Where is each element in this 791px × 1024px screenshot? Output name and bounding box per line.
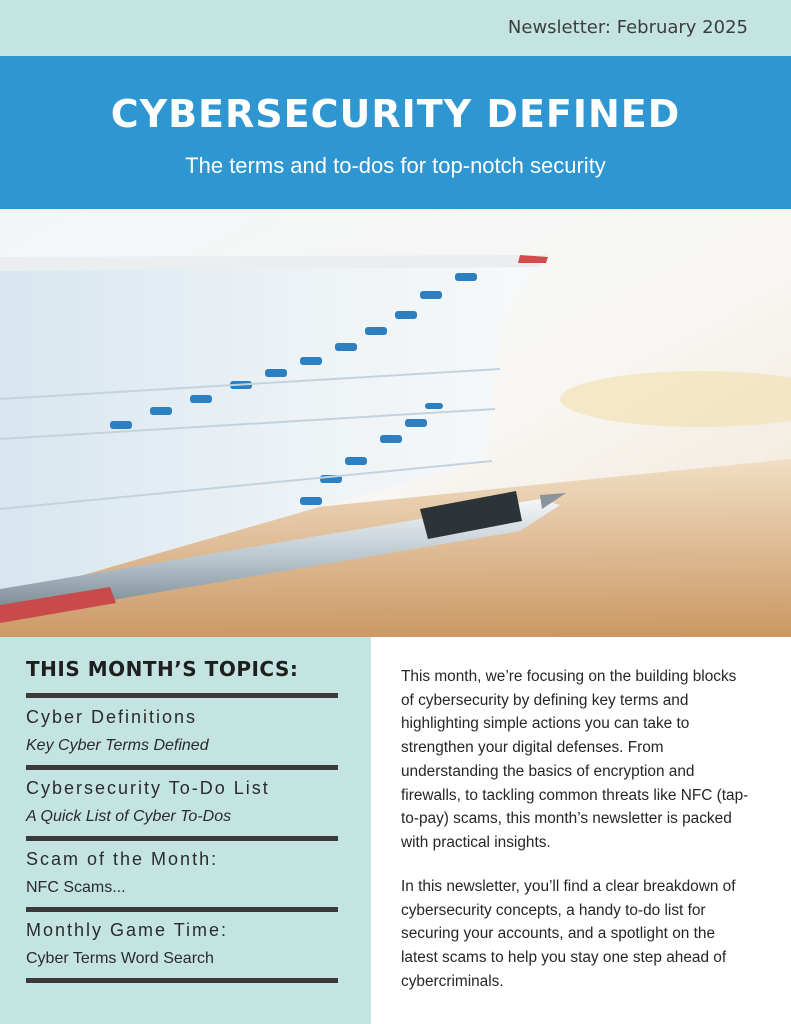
divider bbox=[26, 836, 338, 841]
summary-paragraph: In this newsletter, you’ll find a clear breakdown of cybersecurity concepts, a handy to-do list for securing your accounts, and a spotlight on the latest scams to help you stay one step ahead of cybercriminals. bbox=[401, 878, 736, 990]
divider bbox=[26, 765, 338, 770]
topics-heading: THIS MONTH’S TOPICS: bbox=[26, 657, 299, 681]
topic-title-cyber-definitions: Cyber Definitions bbox=[26, 707, 198, 727]
topic-subtitle-todo-list: A Quick List of Cyber To-Dos bbox=[26, 808, 232, 825]
page-title: CYBERSECURITY DEFINED bbox=[110, 92, 681, 136]
topic-subtitle-scam-of-month: NFC Scams... bbox=[26, 879, 126, 896]
topic-subtitle-cyber-definitions: Key Cyber Terms Defined bbox=[26, 737, 209, 754]
divider bbox=[26, 693, 338, 698]
topics-sidebar bbox=[0, 637, 371, 1024]
topic-subtitle-game-time: Cyber Terms Word Search bbox=[26, 950, 214, 967]
issue-date: Newsletter: February 2025 bbox=[507, 17, 748, 38]
topic-title-todo-list: Cybersecurity To-Do List bbox=[26, 778, 270, 798]
top-bar bbox=[0, 0, 791, 56]
intro-paragraph: This month, we’re focusing on the building blocks of cybersecurity by defining key terms and highlighting simple actions you can take to strengthen your digital defenses. From understanding the basics of encryption and firewalls, to tackling common threats like NFC (tap-to-pay) scams, this month’s newsletter is packed with practical insights. bbox=[401, 668, 749, 851]
title-banner bbox=[0, 56, 791, 209]
divider bbox=[26, 978, 338, 983]
hero-book-photo bbox=[0, 209, 791, 637]
page-subtitle: The terms and to-dos for top-notch security bbox=[185, 153, 606, 178]
topic-title-game-time: Monthly Game Time: bbox=[26, 920, 229, 940]
topic-title-scam-of-month: Scam of the Month: bbox=[26, 849, 219, 869]
divider bbox=[26, 907, 338, 912]
